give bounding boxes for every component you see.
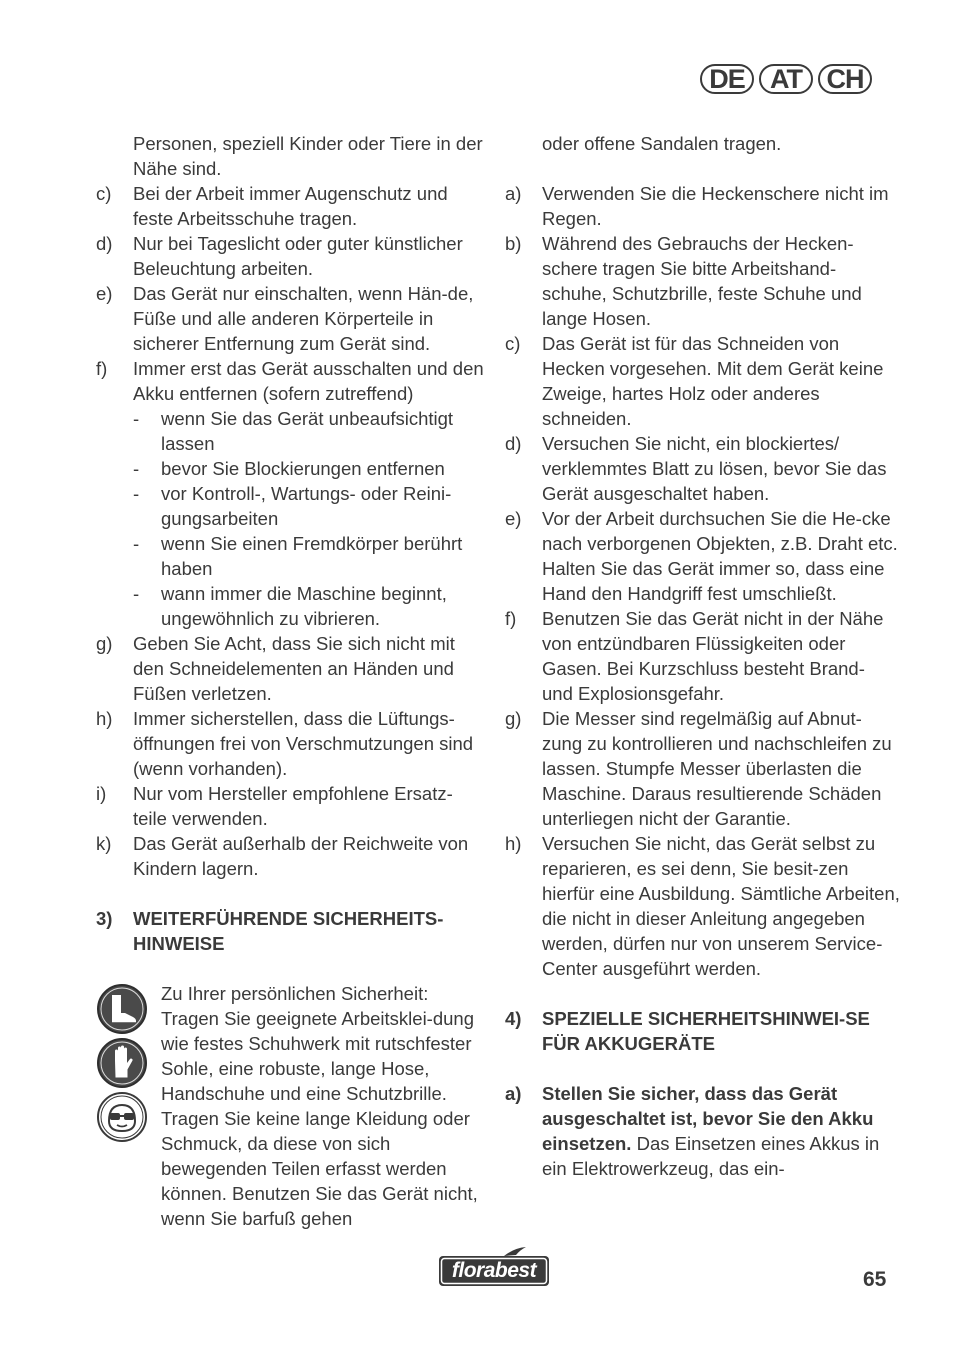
sub-item-text: wann immer die Maschine beginnt, ungewöhnlich zu vibrieren. <box>161 583 447 629</box>
item-text: Benutzen Sie das Gerät nicht in der Nähe von entzündbaren Flüssigkeiten oder Gasen. Bei Kurzschluss besteht Brand- und Explosionsgefahr. <box>542 608 884 704</box>
badge-at: AT <box>759 64 813 94</box>
list-item <box>505 231 900 331</box>
item-label: e) <box>96 283 113 304</box>
list-item <box>96 231 486 281</box>
page-number: 65 <box>863 1268 887 1291</box>
item-label: b) <box>505 233 522 254</box>
item-text: Nur bei Tageslicht oder guter künstlicher Beleuchtung arbeiten. <box>133 233 463 279</box>
safety-icons <box>96 981 161 1231</box>
item-text: Das Gerät ist für das Schneiden von Hecken vorgesehen. Mit dem Gerät keine Zweige, hartes Holz oder anderes schneiden. <box>542 333 884 429</box>
list-item <box>96 781 486 831</box>
item-label: c) <box>96 183 112 204</box>
item-label: i) <box>96 783 107 804</box>
list-item <box>505 831 900 981</box>
item-text: Versuchen Sie nicht, ein blockiertes/ verklemmtes Blatt zu lösen, bevor Sie das Gerät ausgeschaltet haben. <box>542 433 887 504</box>
item-text: Während des Gebrauchs der Hecken-schere tragen Sie bitte Arbeitshand-schuhe, Schutzbrille, feste Schuhe und lange Hosen. <box>542 233 862 329</box>
item-text: Die Messer sind regelmäßig auf Abnut-zung zu kontrollieren und nachschleifen zu lassen. Stumpfe Messer überlasten die Maschine. Daraus resultierende Schäden unterliegen nicht der Garantie. <box>542 708 892 829</box>
safety-goggles-icon <box>96 1091 148 1143</box>
section-heading <box>505 1006 900 1056</box>
item-label: f) <box>96 358 108 379</box>
gloves-icon <box>96 1037 148 1089</box>
list-item <box>96 281 486 356</box>
list-item <box>505 431 900 506</box>
section-number: 4) <box>505 1008 522 1029</box>
section-title: WEITERFÜHRENDE SICHERHEITS-HINWEISE <box>133 908 444 954</box>
item-label: e) <box>505 508 522 529</box>
item-label: d) <box>505 433 522 454</box>
item-label: h) <box>96 708 113 729</box>
continued-text: oder offene Sandalen tragen. <box>542 133 782 154</box>
sub-item-text: wenn Sie einen Fremdkörper berührt haben <box>161 533 463 579</box>
item-text: Versuchen Sie nicht, das Gerät selbst zu reparieren, es sei denn, Sie besit-zen hierfür eine Ausbildung. Sämtliche Arbeiten, die nicht in dieser Anleitung angegeben werden, dürfen nur von unserem Service-Center ausgeführt werden. <box>542 833 900 979</box>
right-column <box>505 131 900 1181</box>
sub-item: - wenn Sie einen Fremdkörper berührt haben <box>96 531 486 581</box>
list-item <box>96 356 486 406</box>
item-text <box>542 1081 900 1181</box>
country-badges <box>700 64 872 94</box>
item-bold-text: Stellen Sie sicher, dass das Gerät ausgeschaltet ist, bevor Sie den Akku einsetzen. <box>542 1083 874 1154</box>
sub-item: - vor Kontroll-, Wartungs- oder Reini-gungsarbeiten <box>96 481 486 531</box>
badge-de: DE <box>700 64 754 94</box>
continued-text: Personen, speziell Kinder oder Tiere in der Nähe sind. <box>133 133 483 179</box>
sub-item-text: wenn Sie das Gerät unbeaufsichtigt lassen <box>161 408 454 454</box>
list-item <box>96 181 486 231</box>
list-item <box>505 506 900 606</box>
section-number: 3) <box>96 908 113 929</box>
item-text: Immer erst das Gerät ausschalten und den Akku entfernen (sofern zutreffend) <box>133 358 484 404</box>
item-label: f) <box>505 608 517 629</box>
item-label: g) <box>96 633 113 654</box>
sub-item: - wann immer die Maschine beginnt, ungewöhnlich zu vibrieren. <box>96 581 486 631</box>
sub-item-text: vor Kontroll-, Wartungs- oder Reini-gungsarbeiten <box>161 483 452 529</box>
item-text: Geben Sie Acht, dass Sie sich nicht mit den Schneidelementen an Händen und Füßen verletzen. <box>133 633 455 704</box>
left-column <box>96 131 486 1231</box>
section-text: Zu Ihrer persönlichen Sicherheit: Tragen Sie geeignete Arbeitsklei-dung wie festes Schuhwerk mit rutschfester Sohle, eine robuste, lange Hose, Handschuhe und eine Schutzbrille. Tragen Sie keine lange Kleidung oder Schmuck, da diese von sich bewegenden Teilen erfasst werden können. Benutzen Sie das Gerät nicht, wenn Sie barfuß gehen <box>161 983 478 1229</box>
item-label: g) <box>505 708 522 729</box>
list-item <box>505 1081 900 1181</box>
list-item <box>505 331 900 431</box>
florabest-logo <box>436 1246 552 1295</box>
item-text: Verwenden Sie die Heckenschere nicht im Regen. <box>542 183 889 229</box>
item-label: a) <box>505 183 522 204</box>
list-item <box>96 831 486 881</box>
item-text: Das Gerät nur einschalten, wenn Hän-de, Füße und alle anderen Körperteile in sicherer Entfernung zum Gerät sind. <box>133 283 474 354</box>
safety-icon-block <box>96 981 486 1231</box>
list-item <box>96 706 486 781</box>
item-label: k) <box>96 833 112 854</box>
list-item <box>96 631 486 706</box>
list-item <box>505 181 900 231</box>
item-label: c) <box>505 333 521 354</box>
sub-item-text: bevor Sie Blockierungen entfernen <box>161 458 445 479</box>
item-text: Immer sicherstellen, dass die Lüftungs-öffnungen frei von Verschmutzungen sind (wenn vorhanden). <box>133 708 474 779</box>
item-text: Nur vom Hersteller empfohlene Ersatz-teile verwenden. <box>133 783 453 829</box>
section-title: SPEZIELLE SICHERHEITSHINWEI-SE FÜR AKKUGERÄTE <box>542 1008 870 1054</box>
logo-text: florabest <box>451 1259 537 1282</box>
item-text: Vor der Arbeit durchsuchen Sie die He-cke nach verborgenen Objekten, z.B. Draht etc. Halten Sie das Gerät immer so, dass eine Hand den Handgriff fest umschließt. <box>542 508 898 604</box>
list-item <box>505 706 900 831</box>
badge-ch: CH <box>818 64 872 94</box>
sub-item: - bevor Sie Blockierungen entfernen <box>96 456 486 481</box>
sub-item: - wenn Sie das Gerät unbeaufsichtigt lassen <box>96 406 486 456</box>
item-text: Das Gerät außerhalb der Reichweite von Kindern lagern. <box>133 833 469 879</box>
safety-boots-icon <box>96 983 148 1035</box>
list-item <box>505 606 900 706</box>
item-label: d) <box>96 233 113 254</box>
section-heading <box>96 906 486 956</box>
item-text: Bei der Arbeit immer Augenschutz und feste Arbeitsschuhe tragen. <box>133 183 448 229</box>
item-label: h) <box>505 833 522 854</box>
item-label: a) <box>505 1083 522 1104</box>
item-plain-text: Das Einsetzen eines Akkus in ein Elektrowerkzeug, das ein- <box>542 1133 880 1179</box>
